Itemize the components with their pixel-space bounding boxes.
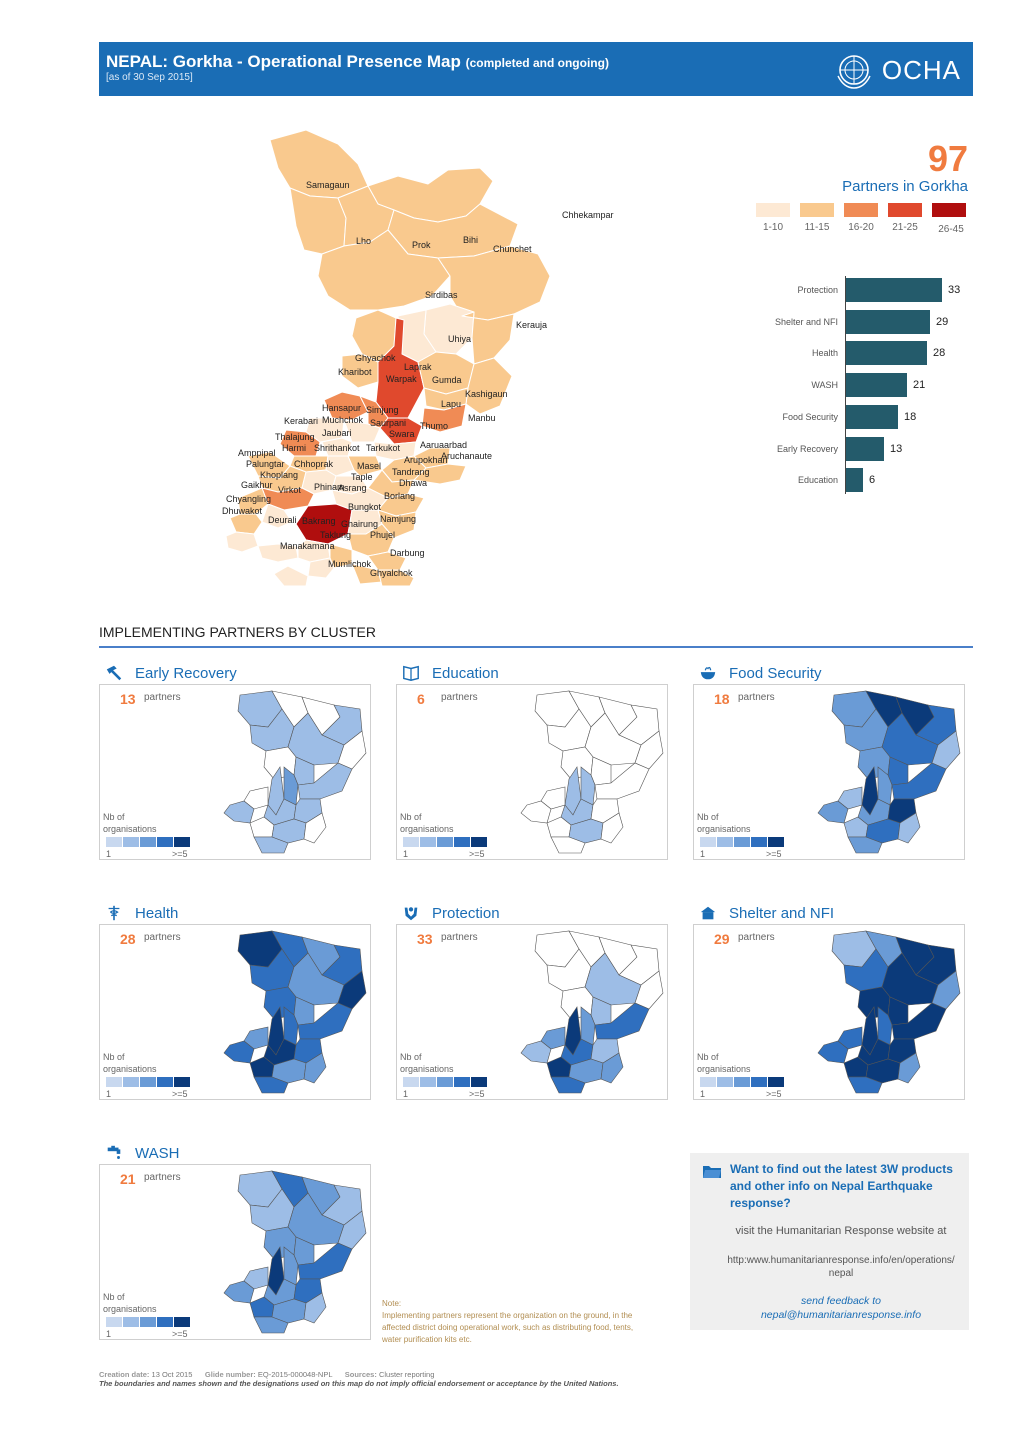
- legend-title-line2: organisations: [103, 824, 157, 834]
- cluster-partner-label: partners: [441, 932, 478, 943]
- ramp-swatch: [768, 1077, 784, 1087]
- bar-value-label: 13: [890, 442, 903, 455]
- ramp-swatch: [471, 1077, 487, 1087]
- vdc-label: Tarkukot: [366, 443, 401, 453]
- vdc-label: Saurpani: [370, 418, 407, 428]
- note: [382, 1298, 652, 1346]
- cluster-name: Protection: [432, 904, 500, 922]
- bar-value-label: 29: [936, 315, 949, 328]
- cluster-partner-label: partners: [144, 692, 181, 703]
- cluster-map-box: [396, 924, 668, 1100]
- vdc-label: Chunchet: [493, 244, 532, 254]
- info-box: [690, 1153, 969, 1330]
- cluster-name: WASH: [135, 1144, 180, 1162]
- cluster-legend-title: [697, 1051, 751, 1075]
- vdc-label: Kerauja: [516, 320, 548, 330]
- cluster-header: [693, 662, 822, 684]
- cluster-legend-ramp: [106, 1077, 191, 1087]
- ramp-max-label: >=5: [766, 1089, 782, 1099]
- bar: [846, 405, 898, 429]
- legend-title-line1: Nb of: [400, 812, 422, 822]
- vdc-label: Samagaun: [306, 180, 350, 190]
- legend-title-line2: organisations: [103, 1304, 157, 1314]
- legend-title-line1: Nb of: [103, 812, 125, 822]
- legend-swatch: [844, 203, 878, 217]
- section-divider: [99, 646, 973, 648]
- legend-label: 21-25: [892, 222, 918, 233]
- caduceus-icon: [103, 904, 125, 922]
- ramp-max-label: >=5: [172, 1089, 188, 1099]
- cluster-map-box: [396, 684, 668, 860]
- bar-category-label: Early Recovery: [776, 443, 838, 454]
- ramp-swatch: [157, 1077, 173, 1087]
- bar-value-label: 28: [933, 347, 946, 360]
- cluster-name: Early Recovery: [135, 664, 237, 682]
- vdc-label: Taklung: [320, 530, 352, 540]
- vdc-label: Chhekampar: [562, 210, 614, 220]
- cluster-legend-title: [697, 811, 751, 835]
- bar-category-label: Health: [811, 348, 838, 359]
- cluster-legend-title: [103, 1291, 157, 1315]
- vdc-label: Aaruaarbad: [420, 440, 468, 450]
- ramp-swatch: [751, 837, 767, 847]
- cluster-mini-map: [804, 927, 964, 1097]
- vdc-label: Phujel: [370, 530, 396, 540]
- vdc-label: Ghyalchok: [370, 568, 413, 578]
- creation-label: Creation date:: [99, 1370, 150, 1379]
- vdc-label: Chhoprak: [294, 459, 334, 469]
- ramp-swatch: [717, 837, 733, 847]
- legend-title-line1: Nb of: [103, 1052, 125, 1062]
- house-icon: [697, 904, 719, 922]
- vdc-label: Uhiya: [448, 334, 472, 344]
- bar-category-label: Education: [797, 475, 838, 486]
- ramp-max-label: >=5: [172, 849, 188, 859]
- ramp-swatch: [403, 837, 419, 847]
- footer: [99, 1370, 973, 1388]
- ramp-swatch: [437, 837, 453, 847]
- vdc-label: Borlang: [384, 491, 416, 501]
- vdc-label: Lho: [356, 236, 372, 246]
- creation-value: 13 Oct 2015: [151, 1370, 193, 1379]
- cluster-legend-title: [400, 1051, 454, 1075]
- cluster-partner-count: 6: [417, 691, 425, 707]
- ramp-swatch: [140, 1317, 156, 1327]
- vdc-label: Harmi: [282, 443, 306, 453]
- note-text: Implementing partners represent the organization on the ground, in the affected district doing operational work, such as distributing food, tents, water purification kits etc.: [382, 1311, 634, 1344]
- legend-title-line1: Nb of: [697, 812, 719, 822]
- cluster-mini-map: [210, 1167, 370, 1337]
- vdc-label: Manbu: [468, 413, 496, 423]
- vdc-label: Swara: [389, 429, 415, 439]
- ramp-max-label: >=5: [469, 849, 485, 859]
- ramp-min-label: 1: [106, 1089, 112, 1099]
- cluster-panel-shelter-and-nfi: [693, 902, 965, 1100]
- cluster-partner-count: 29: [714, 931, 730, 947]
- ramp-swatch: [700, 1077, 716, 1087]
- cluster-partner-count: 18: [714, 691, 730, 707]
- cluster-partner-count: 28: [120, 931, 136, 947]
- ramp-swatch: [174, 1077, 190, 1087]
- vdc-label: Amppipal: [238, 448, 276, 458]
- vdc-label: Virkot: [278, 485, 301, 495]
- cluster-header: [99, 902, 178, 924]
- cluster-panel-health: [99, 902, 371, 1100]
- ramp-min-label: 1: [106, 849, 112, 859]
- cluster-name: Health: [135, 904, 179, 922]
- ramp-swatch: [734, 1077, 750, 1087]
- ocha-logo-text: OCHA: [881, 54, 961, 85]
- vdc-label: Arupokhari: [404, 455, 448, 465]
- vdc-label: Gumda: [432, 375, 462, 385]
- vdc-label: Deurali: [268, 515, 297, 525]
- vdc-label: Ghairung: [341, 519, 379, 529]
- vdc-label: Dhuwakot: [222, 506, 263, 516]
- vdc-label-layer: [218, 126, 614, 586]
- vdc-label: Ghyachok: [355, 353, 396, 363]
- cluster-panel-protection: [396, 902, 668, 1100]
- ramp-swatch: [140, 837, 156, 847]
- ramp-swatch: [454, 837, 470, 847]
- bar-category-label: Shelter and NFI: [774, 316, 838, 327]
- legend-label: 26-45: [938, 224, 964, 235]
- ramp-swatch: [174, 1317, 190, 1327]
- cluster-partner-count: 13: [120, 691, 136, 707]
- ramp-swatch: [174, 837, 190, 847]
- cluster-legend-ramp: [700, 1077, 785, 1087]
- ramp-swatch: [157, 837, 173, 847]
- ramp-swatch: [106, 1077, 122, 1087]
- ramp-min-label: 1: [403, 1089, 409, 1099]
- cluster-bar-chart: [740, 276, 980, 496]
- legend-title-line2: organisations: [697, 824, 751, 834]
- note-title: Note:: [382, 1299, 402, 1308]
- bar-row: [740, 373, 980, 397]
- cluster-map-box: [99, 1164, 371, 1340]
- bar-row: [740, 405, 980, 429]
- ramp-swatch: [734, 837, 750, 847]
- cluster-panel-food-security: [693, 662, 965, 860]
- bar-value-label: 18: [904, 410, 917, 423]
- cluster-legend-title: [103, 811, 157, 835]
- bar-row: [740, 341, 980, 365]
- hammer-icon: [103, 664, 125, 682]
- ramp-min-label: 1: [700, 849, 706, 859]
- tap-icon: [103, 1144, 125, 1162]
- cluster-legend-ramp: [106, 1317, 191, 1327]
- vdc-label: Gaikhur: [241, 480, 273, 490]
- cluster-legend-title: [103, 1051, 157, 1075]
- section-title: IMPLEMENTING PARTNERS BY CLUSTER: [99, 624, 376, 640]
- ocha-logo: [834, 50, 961, 90]
- bar-value-label: 33: [948, 284, 961, 296]
- ramp-swatch: [106, 837, 122, 847]
- vdc-label: Jaubari: [322, 428, 352, 438]
- cluster-map-box: [99, 684, 371, 860]
- ramp-min-label: 1: [106, 1329, 112, 1339]
- cluster-name: Education: [432, 664, 499, 682]
- bar-row: [740, 468, 980, 492]
- vdc-label: Muchchok: [322, 415, 364, 425]
- ramp-swatch: [454, 1077, 470, 1087]
- vdc-label: Mumlichok: [328, 559, 372, 569]
- cluster-mini-map: [804, 687, 964, 857]
- cluster-legend-ramp: [403, 837, 488, 847]
- disclaimer: The boundaries and names shown and the designations used on this map do not imply official endorsement or acceptance by the United Nations.: [99, 1379, 619, 1388]
- bar-value-label: 21: [913, 379, 926, 392]
- ramp-max-label: >=5: [172, 1329, 188, 1339]
- ramp-swatch: [768, 837, 784, 847]
- ramp-swatch: [420, 837, 436, 847]
- vdc-label: Phinam: [314, 482, 345, 492]
- cluster-header: [396, 902, 500, 924]
- vdc-label: Bakrang: [302, 516, 336, 526]
- total-number: 97: [927, 138, 968, 179]
- ramp-min-label: 1: [700, 1089, 706, 1099]
- ramp-swatch: [123, 837, 139, 847]
- feedback-link[interactable]: send feedback to nepal@humanitarianresponse.info: [760, 1295, 922, 1321]
- legend-title-line1: Nb of: [697, 1052, 719, 1062]
- title-subtitle: (completed and ongoing): [465, 56, 609, 70]
- cluster-legend-title: [400, 811, 454, 835]
- vdc-label: Kashigaun: [465, 389, 508, 399]
- vdc-label: Aruchanaute: [441, 451, 493, 461]
- legend-title-line2: organisations: [103, 1064, 157, 1074]
- cluster-panel-wash: [99, 1142, 371, 1340]
- as-of-date: [as of 30 Sep 2015]: [106, 72, 193, 83]
- cluster-legend-ramp: [700, 837, 785, 847]
- vdc-label: Khoplang: [260, 470, 299, 480]
- vdc-label: Masel: [357, 461, 382, 471]
- cluster-header: [396, 662, 499, 684]
- ramp-swatch: [717, 1077, 733, 1087]
- cluster-partner-label: partners: [738, 932, 775, 943]
- cluster-mini-map: [507, 687, 667, 857]
- ramp-swatch: [123, 1317, 139, 1327]
- cluster-partner-label: partners: [144, 932, 181, 943]
- legend-label: 11-15: [804, 222, 830, 233]
- legend-title-line1: Nb of: [103, 1292, 125, 1302]
- cluster-panel-early-recovery: [99, 662, 371, 860]
- vdc-label: Manakamana: [280, 541, 335, 551]
- vdc-label: Prok: [412, 240, 431, 250]
- cluster-partner-label: partners: [441, 692, 478, 703]
- ramp-swatch: [437, 1077, 453, 1087]
- legend-title-line2: organisations: [400, 824, 454, 834]
- title-text: NEPAL: Gorkha - Operational Presence Map: [106, 52, 461, 71]
- vdc-label: Namjung: [380, 514, 417, 524]
- total-partners: [842, 140, 968, 195]
- bar-category-label: Protection: [797, 285, 838, 295]
- legend-title-line1: Nb of: [400, 1052, 422, 1062]
- folder-icon: [702, 1163, 722, 1179]
- legend-swatch: [756, 203, 790, 217]
- ramp-swatch: [157, 1317, 173, 1327]
- vdc-label: Sirdibas: [425, 290, 458, 300]
- vdc-label: Bungkot: [348, 502, 382, 512]
- legend-swatch: [888, 203, 922, 217]
- cluster-partner-count: 21: [120, 1171, 136, 1187]
- bar: [846, 373, 907, 397]
- bowl-icon: [697, 664, 719, 682]
- legend-title-line2: organisations: [697, 1064, 751, 1074]
- bar: [846, 278, 942, 302]
- bar: [846, 468, 863, 492]
- glide-value: EQ-2015-000048-NPL: [257, 1370, 333, 1379]
- vdc-label: Darbung: [390, 548, 425, 558]
- vdc-label: Bihi: [463, 235, 479, 245]
- info-visit-text: visit the Humanitarian Response website at: [735, 1225, 947, 1237]
- cluster-legend-ramp: [106, 837, 191, 847]
- info-url-link[interactable]: http:www.humanitarianresponse.info/en/operations/nepal: [727, 1255, 955, 1279]
- legend-title-line2: organisations: [400, 1064, 454, 1074]
- bar-value-label: 6: [869, 474, 876, 487]
- ramp-swatch: [751, 1077, 767, 1087]
- cluster-header: [99, 1142, 179, 1164]
- bar: [846, 310, 930, 334]
- cluster-mini-map: [210, 927, 370, 1097]
- cluster-panel-education: [396, 662, 668, 860]
- ramp-swatch: [471, 837, 487, 847]
- ramp-min-label: 1: [403, 849, 409, 859]
- ramp-swatch: [700, 837, 716, 847]
- vdc-label: Laprak: [404, 362, 432, 372]
- legend-label: 16-20: [848, 222, 874, 233]
- cluster-partner-label: partners: [144, 1172, 181, 1183]
- book-icon: [400, 664, 422, 682]
- legend-swatch: [932, 203, 966, 217]
- info-question: Want to find out the latest 3W products and other info on Nepal Earthquake response?: [730, 1162, 953, 1210]
- page-title: [106, 52, 609, 72]
- bar: [846, 437, 884, 461]
- bar-category-label: WASH: [811, 380, 838, 391]
- sources-value: Cluster reporting: [378, 1370, 435, 1379]
- ramp-swatch: [403, 1077, 419, 1087]
- legend-swatch: [800, 203, 834, 217]
- vdc-label: Kharibot: [338, 367, 372, 377]
- ramp-swatch: [123, 1077, 139, 1087]
- vdc-label: Thalajung: [275, 432, 315, 442]
- cluster-name: Food Security: [729, 664, 822, 682]
- vdc-label: Chyangling: [226, 494, 272, 504]
- cluster-mini-map: [507, 927, 667, 1097]
- vdc-label: Shrithankot: [314, 443, 360, 453]
- cluster-map-box: [99, 924, 371, 1100]
- ramp-max-label: >=5: [469, 1089, 485, 1099]
- glide-label: Glide number:: [204, 1370, 256, 1379]
- bar-row: [740, 310, 980, 334]
- vdc-label: Palungtar: [246, 459, 285, 469]
- header-banner: [99, 42, 973, 96]
- vdc-label: Simjung: [366, 405, 399, 415]
- vdc-label: Tandrang: [392, 467, 430, 477]
- legend-label: 1-10: [762, 222, 783, 233]
- vdc-label: Kerabari: [284, 416, 319, 426]
- bar-category-label: Food Security: [782, 411, 838, 422]
- vdc-label: Lapu: [441, 399, 462, 409]
- cluster-mini-map: [210, 687, 370, 857]
- vdc-label: Asrang: [338, 483, 367, 493]
- bar: [846, 341, 927, 365]
- bar-row: [740, 278, 980, 302]
- ramp-swatch: [420, 1077, 436, 1087]
- vdc-label: Warpak: [386, 374, 417, 384]
- hands-icon: [400, 904, 422, 922]
- cluster-map-box: [693, 924, 965, 1100]
- cluster-partner-label: partners: [738, 692, 775, 703]
- gorkha-vdc-map: [218, 126, 614, 586]
- vdc-label: Hansapur: [322, 403, 362, 413]
- vdc-label: Thumo: [420, 421, 449, 431]
- ramp-max-label: >=5: [766, 849, 782, 859]
- cluster-header: [99, 662, 237, 684]
- vdc-label: Taple: [351, 472, 373, 482]
- vdc-label: Dhawa: [399, 478, 428, 488]
- un-emblem-icon: [834, 50, 874, 90]
- bar-row: [740, 437, 980, 461]
- cluster-map-box: [693, 684, 965, 860]
- ramp-swatch: [140, 1077, 156, 1087]
- cluster-partner-count: 33: [417, 931, 433, 947]
- cluster-header: [693, 902, 834, 924]
- ramp-swatch: [106, 1317, 122, 1327]
- cluster-name: Shelter and NFI: [729, 904, 835, 922]
- cluster-legend-ramp: [403, 1077, 488, 1087]
- total-label: Partners in Gorkha: [842, 178, 968, 195]
- sources-label: Sources:: [344, 1370, 377, 1379]
